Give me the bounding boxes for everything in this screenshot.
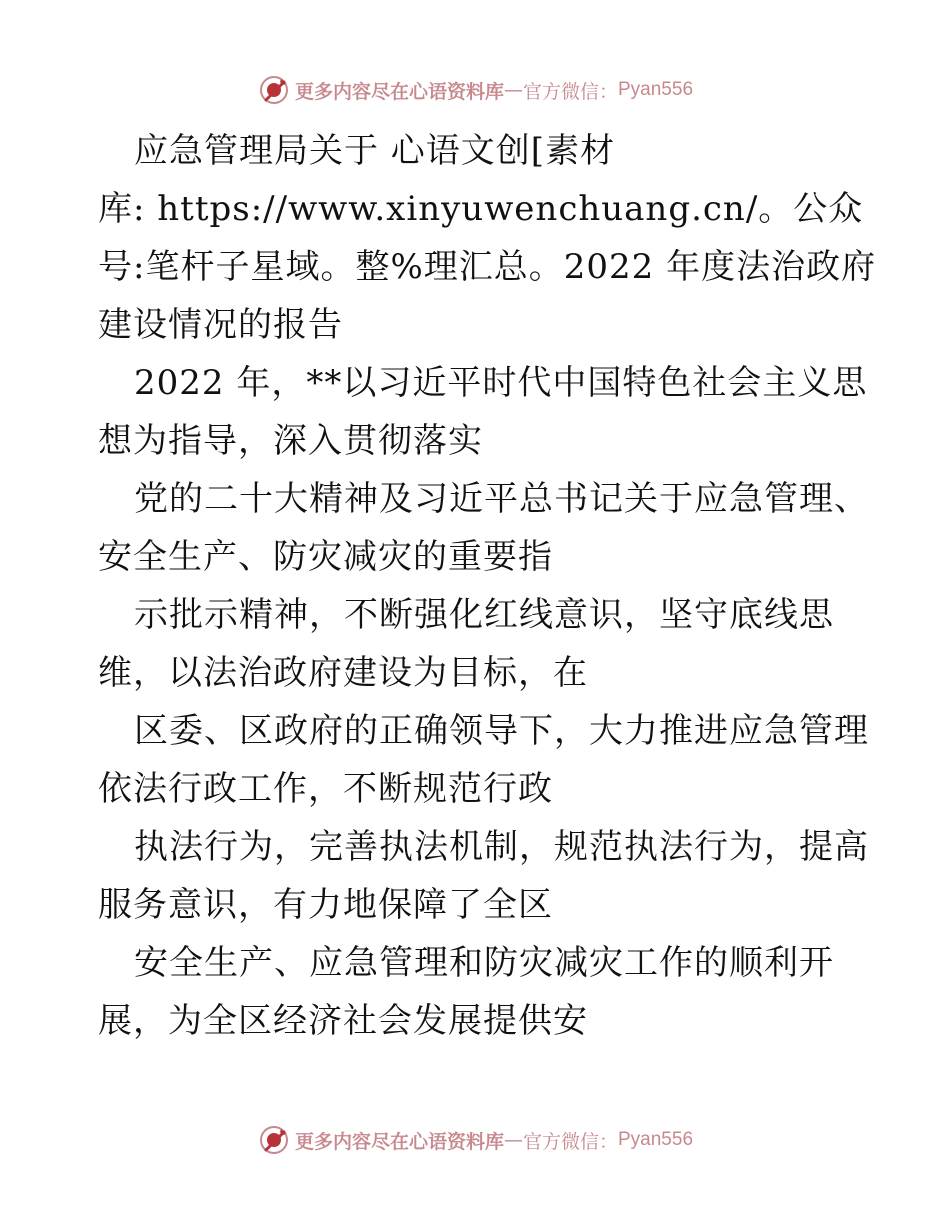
- paragraph-body: 示批示精神，不断强化红线意识，坚守底线思维，以法治政府建设为目标，在: [98, 595, 834, 693]
- banner-dash: —: [503, 79, 523, 101]
- banner-text: 更多内容尽在心语资料库: [294, 1130, 504, 1153]
- pen-logo-icon: [257, 1123, 291, 1157]
- banner-wechat-label: 官方微信：: [522, 1130, 618, 1153]
- banner-text: 更多内容尽在心语资料库: [294, 80, 504, 103]
- paragraph-title: 应急管理局关于 心语文创[素材: [134, 131, 616, 171]
- banner-wechat-id: Pyan556: [618, 79, 694, 100]
- footer-banner: [0, 1120, 950, 1160]
- banner-wechat-id: Pyan556: [618, 1129, 694, 1150]
- paragraph-body: 执法行为，完善执法机制，规范执法行为，提高服务意识，有力地保障了全区: [98, 827, 869, 925]
- document-body: [98, 122, 888, 1050]
- banner-dash: —: [503, 1129, 523, 1151]
- paragraph-body: 党的二十大精神及习近平总书记关于应急管理、安全生产、防灾减灾的重要指: [98, 479, 869, 577]
- paragraph-body: 安全生产、应急管理和防灾减灾工作的顺利开展，为全区经济社会发展提供安: [98, 943, 834, 1041]
- pen-logo-icon: [257, 73, 291, 107]
- banner-wechat-label: 官方微信：: [522, 80, 618, 103]
- paragraph-body: 2022 年，**以习近平时代中国特色社会主义思想为指导，深入贯彻落实: [98, 363, 868, 461]
- paragraph-source: 库: https://www.xinyuwenchuang.cn/。公众号:笔杆子星域。整%理汇总。2022 年度法治政府建设情况的报告: [98, 189, 877, 345]
- header-banner: [0, 70, 950, 110]
- paragraph-body: 区委、区政府的正确领导下，大力推进应急管理依法行政工作，不断规范行政: [98, 711, 869, 809]
